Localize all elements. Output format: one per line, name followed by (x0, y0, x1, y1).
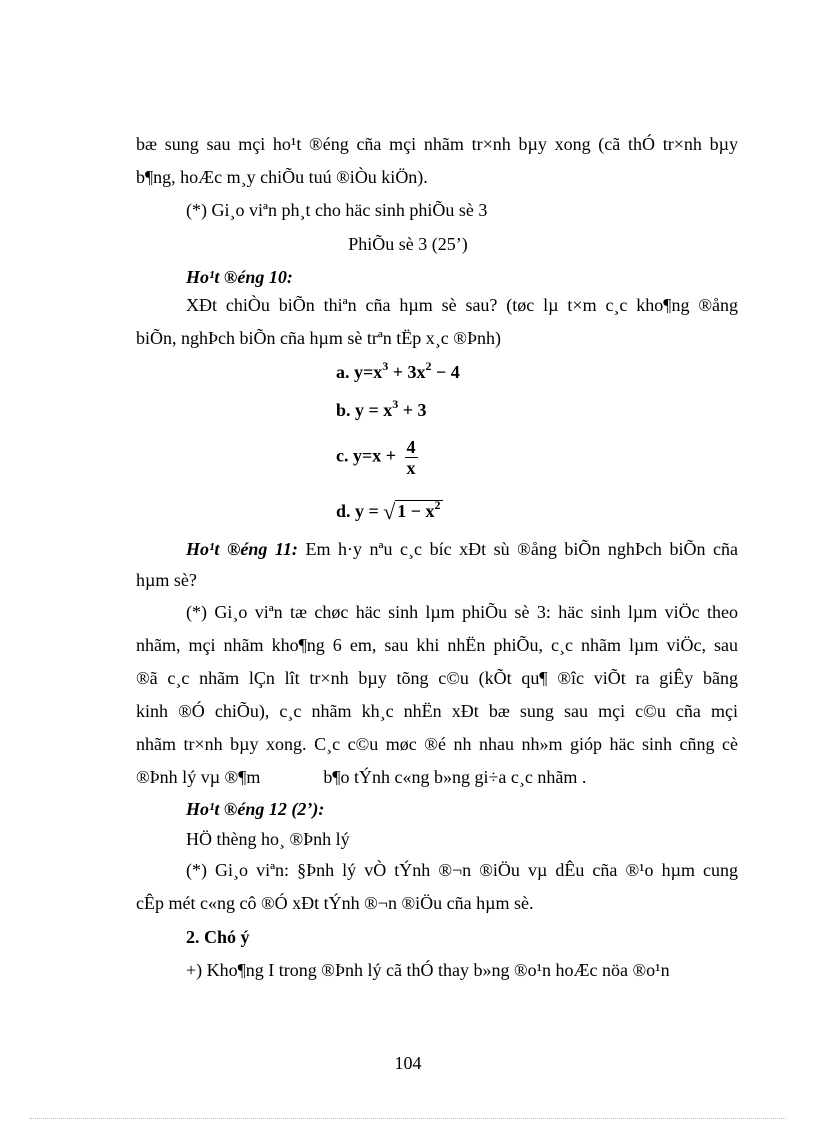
fraction (405, 437, 418, 478)
square-root (383, 500, 442, 522)
formula-text: + 3 (398, 400, 427, 420)
fraction-denominator: x (406, 458, 416, 478)
paragraph-line: hµm sè? (136, 570, 197, 590)
worksheet-title: PhiÕu sè 3 (25’) (348, 234, 468, 254)
radical-sign: √ (383, 499, 396, 524)
activity-heading-11: Ho¹t ®éng 11: (186, 539, 298, 559)
paragraph-line: (*) Gi¸o viªn tæ chøc häc sinh lµm phiÕu sè 3: häc sinh lµm viÖc theo (186, 602, 738, 622)
paragraph-text: Em h·y nªu c¸c bíc xÐt sù ®ång biÕn nghÞch biÕn cña (297, 539, 738, 559)
paragraph-line: bæ sung sau mçi ho¹t ®éng cña mçi nhãm tr×nh bµy xong (cã thÓ tr×nh bµy (136, 134, 738, 154)
paragraph-line: b¶ng, hoÆc m¸y chiÕu tuú ®iÒu kiÖn). (136, 167, 428, 187)
paragraph-line: biÕn, nghÞch biÕn cña hµm sè trªn tËp x¸c ®Þnh) (136, 328, 501, 348)
formula-exponent: 3 (392, 397, 399, 411)
paragraph-line: nhãm tr×nh bµy xong. C¸c c©u møc ®é nh nhau nh»m gióp häc sinh cñng cè (136, 734, 738, 754)
formula-text: d. y = (336, 501, 384, 521)
formula-c (336, 437, 418, 478)
paragraph-line: XÐt chiÒu biÕn thiªn cña hµm sè sau? (tøc lµ t×m c¸c kho¶ng ®ång (186, 295, 738, 315)
formula-exponent: 2 (434, 498, 441, 512)
activity-heading-10: Ho¹t ®éng 10: (186, 267, 293, 287)
formula-text: 1 − x (397, 501, 435, 521)
formula-text: − 4 (431, 362, 460, 382)
formula-text: a. y=x (336, 362, 383, 382)
formula-a (336, 359, 460, 383)
formula-exponent: 2 (425, 359, 432, 373)
formula-b (336, 397, 427, 421)
paragraph-line: nhãm, mçi nhãm kho¶ng 6 em, sau khi nhËn phiÕu, c¸c nhãm lµm viÖc, sau (136, 635, 738, 655)
paragraph-line: ®Þnh lý vµ ®¶m b¶o tÝnh c«ng b»ng gi÷a c¸c nhãm . (136, 767, 587, 787)
paragraph-line: (*) Gi¸o viªn: §Þnh lý vÒ tÝnh ®¬n ®iÖu vµ dÊu cña ®¹o hµm cung (186, 860, 738, 880)
formula-text: + 3x (388, 362, 426, 382)
radicand (395, 500, 442, 521)
section-heading: 2. Chó ý (186, 927, 250, 947)
activity-heading-12: Ho¹t ®éng 12 (2’): (186, 799, 325, 819)
paragraph-line: kinh ®Ó chiÕu), c¸c nhãm kh¸c nhËn xÐt bæ sung sau mçi c©u cña mçi (136, 701, 738, 721)
paragraph-line (186, 538, 738, 560)
page-number: 104 (394, 1053, 422, 1073)
paragraph-line: +) Kho¶ng I trong ®Þnh lý cã thÓ thay b»ng ®o¹n hoÆc nöa ®o¹n (186, 960, 670, 980)
paragraph-line: ®ã c¸c nhãm lÇn lît tr×nh bµy tõng c©u (kÕt qu¶ ®îc viÕt ra giÊy bãng (136, 668, 738, 688)
fraction-numerator: 4 (406, 437, 416, 457)
paragraph-line: cÊp mét c«ng cô ®Ó xÐt tÝnh ®¬n ®iÖu cña hµm sè. (136, 893, 534, 913)
formula-d (336, 500, 443, 522)
formula-text: b. y = x (336, 400, 393, 420)
paragraph-line: (*) Gi¸o viªn ph¸t cho häc sinh phiÕu sè 3 (186, 200, 488, 220)
paragraph-line: HÖ thèng ho¸ ®Þnh lý (186, 829, 350, 849)
formula-exponent: 3 (382, 359, 389, 373)
formula-text: c. y=x + (336, 445, 401, 466)
footer-divider (30, 1118, 786, 1119)
